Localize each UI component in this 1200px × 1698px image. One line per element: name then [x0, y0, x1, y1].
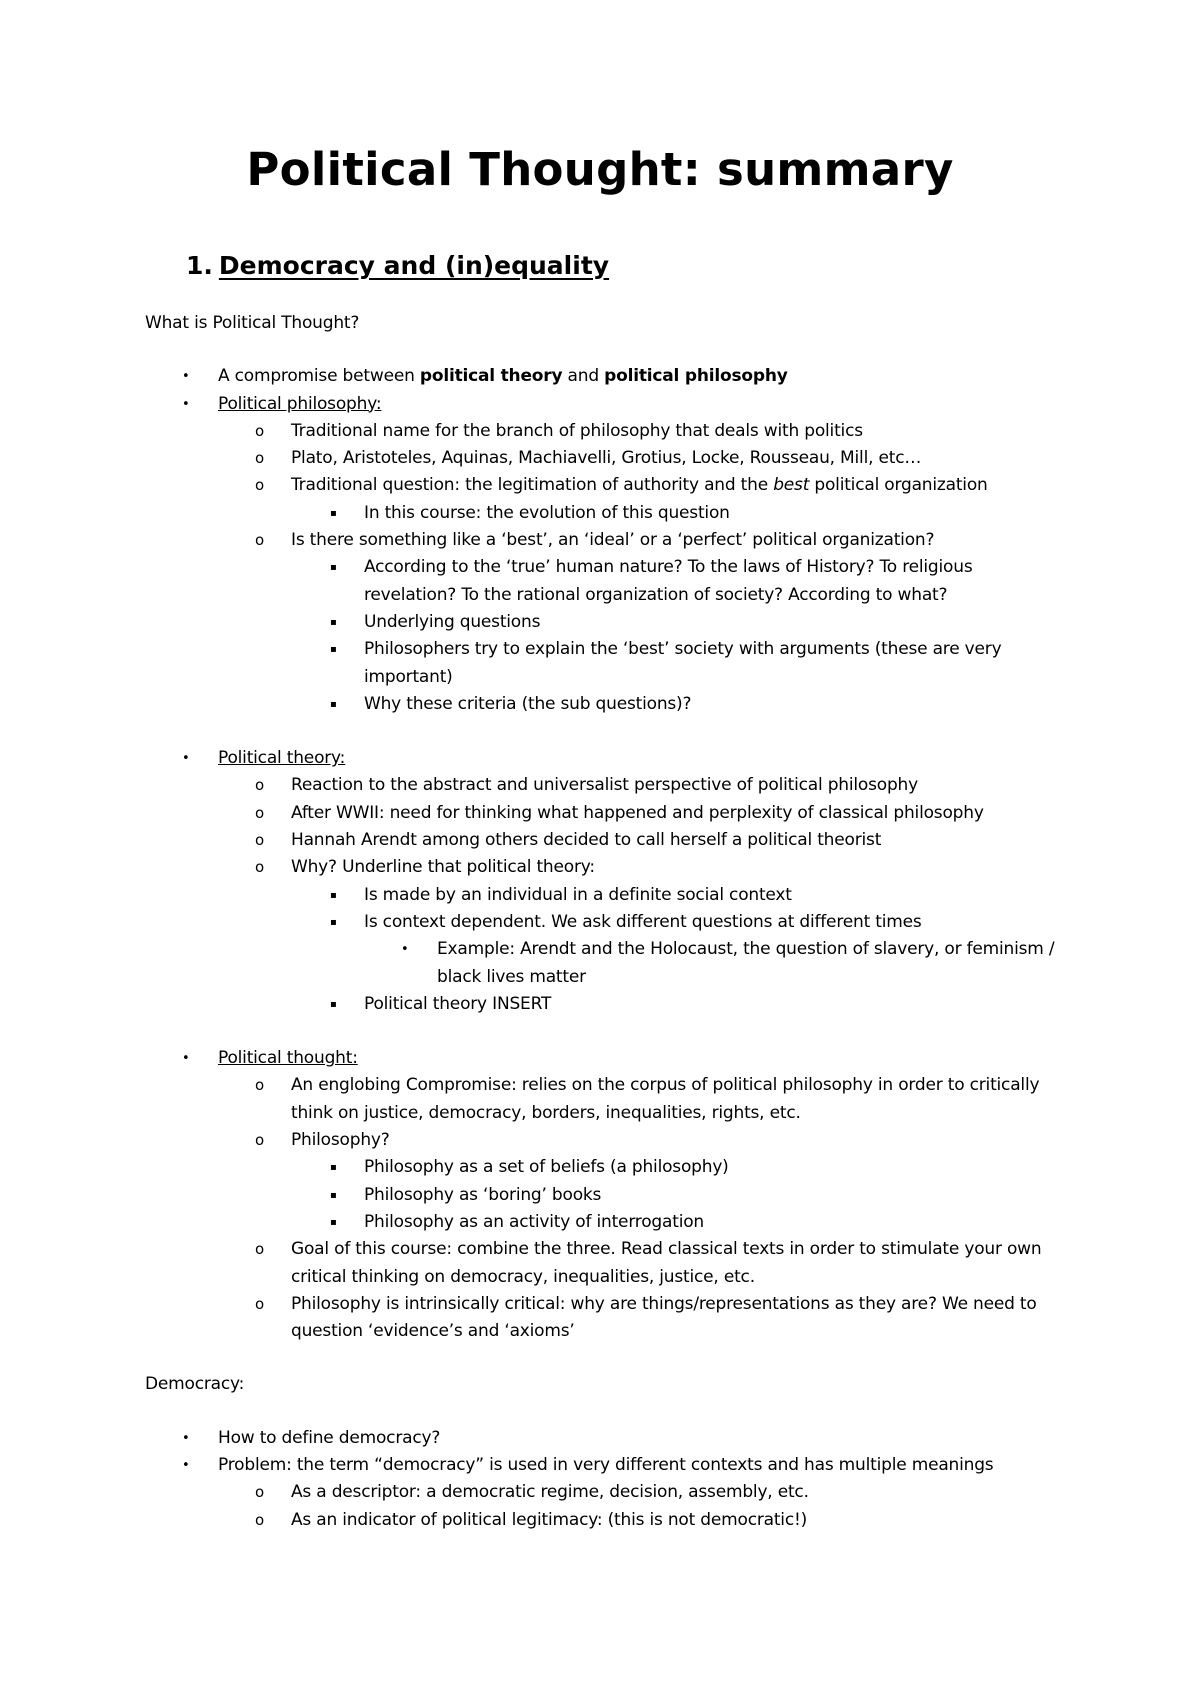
square-marker: ▪ — [330, 889, 337, 901]
list-item: • How to define democracy? — [145, 1425, 1065, 1452]
list-item-political-theory — [145, 745, 1065, 1018]
document-title: Political Thought: summary — [246, 143, 954, 196]
list-item: ▪ Is made by an individual in a definite social context — [291, 882, 1065, 909]
list-item: o An englobing Compromise: relies on the corpus of political philosophy in order to critically think on justice, democracy, borders, inequalities, rights, etc. — [218, 1072, 1065, 1127]
list-item: ▪ Is context dependent. We ask different questions at different times • Example: Arendt and the Holocaust, the question of slavery, or feminism / black lives matter — [291, 909, 1065, 991]
list-item: o Why? Underline that political theory: ▪ Is made by an individual in a definite social context ▪ Is context dependent. We ask different questions at different times • Example: Arendt and the Holocaust, the question of slavery, or feminism / black lives matter ▪ Political theory INSERT — [218, 854, 1065, 1018]
square-marker: ▪ — [330, 916, 337, 928]
list-item: ▪ Philosophy as a set of beliefs (a philosophy) — [291, 1154, 1065, 1181]
list-item: o Goal of this course: combine the three. Read classical texts in order to stimulate your own critical thinking on democracy, inequalities, justice, etc. — [218, 1236, 1065, 1291]
square-marker: ▪ — [330, 998, 337, 1010]
sub-marker: o — [255, 421, 264, 440]
sub-marker: o — [255, 449, 264, 468]
list-item: ▪ Philosophy as an activity of interrogation — [291, 1209, 1065, 1236]
sub-marker: o — [255, 803, 264, 822]
section-title: Democracy and (in)equality — [218, 251, 610, 280]
section-number: 1. — [186, 251, 213, 280]
list-item: o Hannah Arendt among others decided to call herself a political theorist — [218, 827, 1065, 854]
list-item: o After WWII: need for thinking what happened and perplexity of classical philosophy — [218, 800, 1065, 827]
square-marker: ▪ — [330, 644, 337, 656]
list-item: ▪ Why these criteria (the sub questions)? — [291, 691, 1065, 718]
list-item: ▪ Philosophers try to explain the ‘best’ society with arguments (these are very important) — [291, 636, 1065, 691]
list-item: ▪ Political theory INSERT — [291, 991, 1065, 1018]
list-item: o Plato, Aristoteles, Aquinas, Machiavelli, Grotius, Locke, Rousseau, Mill, etc… — [218, 445, 1065, 472]
list-item: o Reaction to the abstract and universalist perspective of political philosophy — [218, 772, 1065, 799]
heading-political-thought: Political thought: — [218, 1048, 358, 1069]
sub-marker: o — [255, 776, 264, 795]
sub-marker: o — [255, 1510, 264, 1529]
sub-marker: o — [255, 858, 264, 877]
list-item: • Example: Arendt and the Holocaust, the question of slavery, or feminism / black lives matter — [364, 936, 1065, 991]
bullet-marker: • — [182, 396, 190, 412]
term-political-theory: political theory — [419, 366, 563, 387]
term-political-philosophy: political philosophy — [604, 366, 788, 387]
list-item: o Is there something like a ‘best’, an ‘ideal’ or a ‘perfect’ political organization? ▪ According to the ‘true’ human nature? To the laws of History? To religious revelation? To the rational organization of society? According to what? ▪ Underlying questions ▪ Philosophers try to explain the ‘best’ society with arguments (these are very important) ▪ Why these criteria (the sub questions)? — [218, 527, 1065, 718]
intro-question: What is Political Thought? — [145, 313, 360, 333]
list-item: o As an indicator of political legitimacy: (this is not democratic!) — [218, 1507, 1065, 1534]
emphasis-best: best — [773, 475, 810, 496]
democracy-list — [145, 1425, 1065, 1534]
square-marker: ▪ — [330, 562, 337, 574]
bullet-marker: • — [182, 369, 190, 385]
bullet-marker: • — [182, 1430, 190, 1446]
square-marker: ▪ — [330, 698, 337, 710]
square-marker: ▪ — [330, 1162, 337, 1174]
sub-marker: o — [255, 1131, 264, 1150]
square-marker: ▪ — [330, 1189, 337, 1201]
bullet-marker: • — [182, 751, 190, 767]
list-item: o Traditional question: the legitimation of authority and the best political organization ▪ In this course: the evolution of this question — [218, 472, 1065, 527]
list-item-political-philosophy — [145, 391, 1065, 719]
list-item: o As a descriptor: a democratic regime, decision, assembly, etc. — [218, 1479, 1065, 1506]
heading-political-theory: Political theory: — [218, 748, 346, 769]
square-marker: ▪ — [330, 1216, 337, 1228]
list-item: • Problem: the term “democracy” is used in very different contexts and has multiple meanings o As a descriptor: a democratic regime, decision, assembly, etc. o As an indicator of political legitimacy: (this is not democratic!) — [145, 1452, 1065, 1534]
sub-marker: o — [255, 1483, 264, 1502]
democracy-heading: Democracy: — [145, 1374, 245, 1395]
sub-marker: o — [255, 1240, 264, 1259]
bullet-marker: • — [182, 1051, 190, 1067]
document-body — [145, 310, 1065, 1534]
list-item-political-thought — [145, 1045, 1065, 1345]
section-heading — [186, 248, 609, 284]
heading-political-philosophy: Political philosophy: — [218, 393, 382, 414]
sub-marker: o — [255, 531, 264, 550]
list-item: o Philosophy is intrinsically critical: why are things/representations as they are? We need to question ‘evidence’s and ‘axioms’ — [218, 1291, 1065, 1346]
list-item: ▪ In this course: the evolution of this question — [291, 500, 1065, 527]
what-is-list — [145, 363, 1065, 1345]
list-item: o Philosophy? ▪ Philosophy as a set of beliefs (a philosophy) ▪ Philosophy as ‘boring’ books ▪ Philosophy as an activity of interrogation — [218, 1127, 1065, 1236]
list-item: o Traditional name for the branch of philosophy that deals with politics — [218, 418, 1065, 445]
list-item: • A compromise between political theory and political philosophy — [145, 363, 1065, 390]
bullet-marker: • — [182, 1457, 190, 1473]
list-item: ▪ Philosophy as ‘boring’ books — [291, 1182, 1065, 1209]
list-item: ▪ According to the ‘true’ human nature? To the laws of History? To religious revelation? To the rational organization of society? According to what? — [291, 554, 1065, 609]
list-item: ▪ Underlying questions — [291, 609, 1065, 636]
square-marker: ▪ — [330, 616, 337, 628]
sub-marker: o — [255, 831, 264, 850]
sub-marker: o — [255, 476, 264, 495]
sub-marker: o — [255, 1294, 264, 1313]
sub-marker: o — [255, 1076, 264, 1095]
square-marker: ▪ — [330, 507, 337, 519]
bullet-marker: • — [401, 942, 409, 958]
